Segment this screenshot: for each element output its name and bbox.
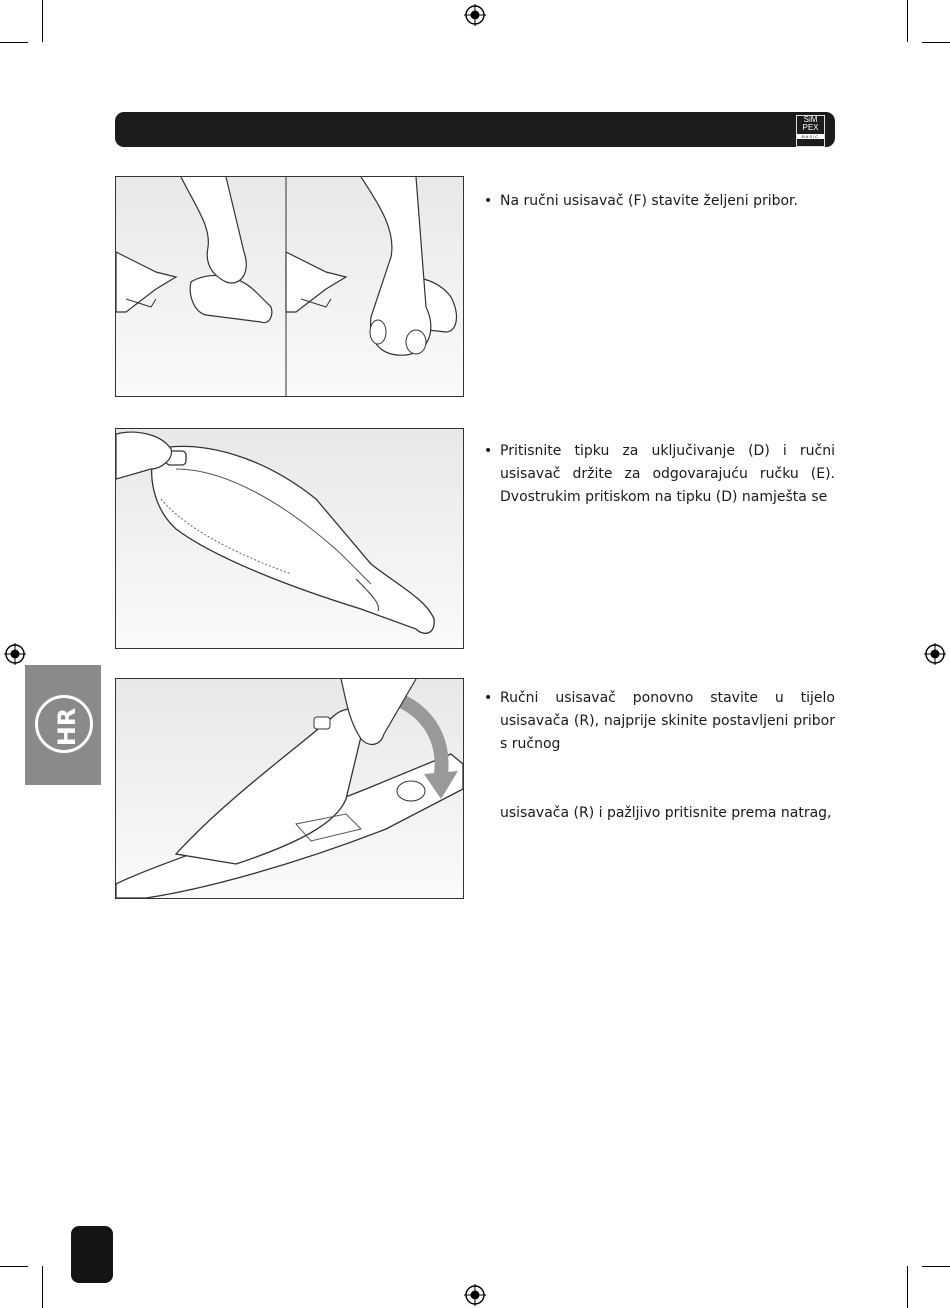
registration-mark-icon [4, 643, 26, 665]
step-3-text-b: usisavača (R) i pažljivo pritisnite prema natrag, [500, 805, 832, 821]
step-1 [484, 190, 835, 213]
brand-logo [796, 115, 825, 147]
logo-top: SiM [803, 115, 818, 124]
registration-mark-icon [464, 4, 486, 26]
crop-mark [907, 1266, 908, 1308]
registration-mark-icon [924, 643, 946, 665]
crop-mark [0, 42, 28, 43]
header-bar [115, 112, 835, 147]
step-2 [484, 440, 835, 509]
reinsert-handheld-illustration [116, 679, 463, 898]
registration-mark-icon [464, 1284, 486, 1306]
figure-press-switch [115, 428, 464, 649]
attach-accessory-illustration [116, 177, 463, 396]
crop-mark [0, 1266, 28, 1267]
logo-bottom: BASIC [797, 134, 824, 139]
press-switch-illustration [116, 429, 463, 648]
page-number-box [71, 1226, 113, 1283]
crop-mark [907, 0, 908, 42]
figure-attach-accessory [115, 176, 464, 397]
language-tab [25, 665, 101, 785]
step-1-text: Na ručni usisavač (F) stavite željeni pribor. [500, 193, 798, 209]
step-2-text: Pritisnite tipku za uključivanje (D) i ručni usisavač držite za odgovarajuću ručku (E). Dvostrukim pritiskom na tipku (D) namješta se [500, 443, 835, 505]
bullet: • [484, 193, 493, 209]
bullet: • [484, 443, 493, 459]
figure-reinsert-handheld [115, 678, 464, 899]
crop-mark [42, 0, 43, 42]
logo-mid: PEX [802, 123, 819, 132]
bullet: • [484, 690, 493, 706]
crop-mark [922, 1266, 950, 1267]
step-3-text-a: Ručni usisavač ponovno stavite u tijelo usisavača (R), najprije skinite postavljeni pribor s ručnog [500, 690, 835, 752]
language-code: HR [53, 707, 81, 747]
language-badge [35, 695, 93, 753]
step-3 [484, 687, 835, 825]
crop-mark [42, 1266, 43, 1308]
crop-mark [922, 42, 950, 43]
